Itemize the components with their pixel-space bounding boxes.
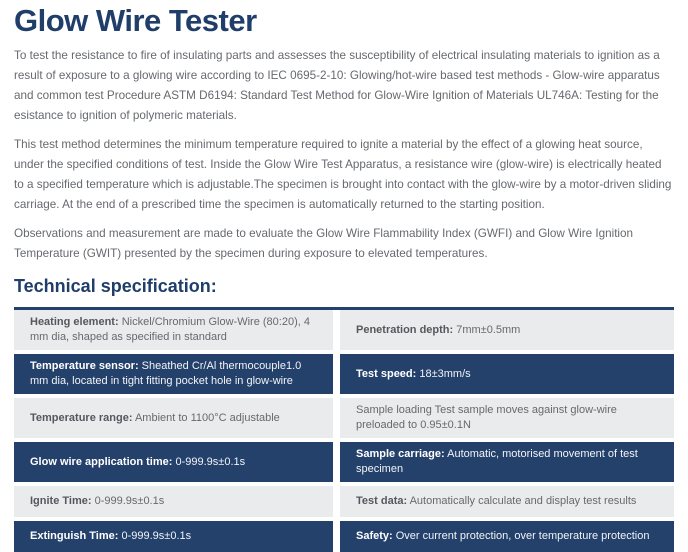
spec-cell-temperature-range xyxy=(14,398,333,438)
spec-cell-test-data xyxy=(340,486,674,517)
spec-value: Ambient to 1100°C adjustable xyxy=(134,411,280,424)
spec-value: Nickel/Chromium Glow-Wire (80:20), 4 mm dia, shaped as specified in standard xyxy=(30,316,310,344)
spec-value: Automatically calculate and display test results xyxy=(409,495,637,508)
table-row xyxy=(14,398,674,438)
specification-table xyxy=(14,307,674,552)
spec-label: Penetration depth: xyxy=(356,323,454,336)
spec-cell-sample-carriage xyxy=(340,442,674,482)
table-row xyxy=(14,310,674,350)
spec-label: Temperature range: xyxy=(30,411,133,424)
spec-cell-ignite-time xyxy=(14,486,333,517)
spec-cell-penetration-depth xyxy=(340,310,674,350)
spec-label: Test speed: xyxy=(356,367,417,380)
spec-label: Heating element: xyxy=(30,316,119,329)
spec-cell-safety xyxy=(340,521,674,552)
spec-label: Sample carriage: xyxy=(356,448,445,461)
spec-cell-temperature-sensor xyxy=(14,354,333,394)
spec-cell-heating-element xyxy=(14,310,333,350)
observations-paragraph: Observations and measurement are made to evaluate the Glow Wire Flammability Index (GWFI) and Glow Wire Ignition Temperature (GWIT) presented by the specimen during exposure to elevated temperatures. xyxy=(14,227,634,261)
spec-cell-extinguish-time xyxy=(14,521,333,552)
table-row xyxy=(14,486,674,517)
table-row xyxy=(14,442,674,482)
spec-cell-glow-wire-application-time xyxy=(14,442,333,482)
spec-value: 0-999.9s±0.1s xyxy=(94,495,165,508)
page-title: Glow Wire Tester xyxy=(14,3,257,38)
spec-value: 7mm±0.5mm xyxy=(456,323,521,336)
spec-value: 18±3mm/s xyxy=(419,367,471,380)
spec-label: Safety: xyxy=(356,530,393,543)
spec-value: Over current protection, over temperature protection xyxy=(395,530,650,543)
intro-paragraph: To test the resistance to fire of insulating parts and assesses the susceptibility of electrical insulating materials to ignition as a result of exposure to a glowing wire according to IEC 0695-2-10: Glowing/hot-wire based test methods - Glow-wire apparatus and common test Procedure ASTM D6194: Standard Test Method for Glow-Wire Ignition of Materials UL746A: Testing for the esistance to ignition of polymeric materials. xyxy=(14,49,660,123)
glow-wire-tester-page xyxy=(0,4,688,552)
method-paragraph: This test method determines the minimum temperature required to ignite a material by the effect of a glowing heat source, under the specified conditions of test. Inside the Glow Wire Test Apparatus, a resistance wire (glow-wire) is electrically heated to a specified temperature which is adjustable.The specimen is brought into contact with the glow-wire by a motor-driven sliding carriage. At the end of a prescribed time the specimen is automatically returned to the starting position. xyxy=(14,138,672,212)
spec-value: Sheathed Cr/Al thermocouple1.0 mm dia, located in tight fitting pocket hole in glow-wire xyxy=(30,360,302,388)
spec-value: Sample loading Test sample moves against glow-wire preloaded to 0.95±0.1N xyxy=(356,404,617,432)
spec-cell-sample-loading xyxy=(340,398,674,438)
spec-value: 0-999.9s±0.1s xyxy=(175,455,246,468)
spec-value: Automatic, motorised movement of test specimen xyxy=(356,448,638,476)
table-row xyxy=(14,521,674,552)
spec-label: Extinguish Time: xyxy=(30,530,119,543)
spec-label: Glow wire application time: xyxy=(30,455,173,468)
spec-value: 0-999.9s±0.1s xyxy=(121,530,192,543)
spec-label: Temperature sensor: xyxy=(30,360,139,373)
technical-specification-heading: Technical specification: xyxy=(14,276,217,297)
spec-cell-test-speed xyxy=(340,354,674,394)
table-row xyxy=(14,354,674,394)
spec-label: Test data: xyxy=(356,495,408,508)
spec-label: Ignite Time: xyxy=(30,495,92,508)
